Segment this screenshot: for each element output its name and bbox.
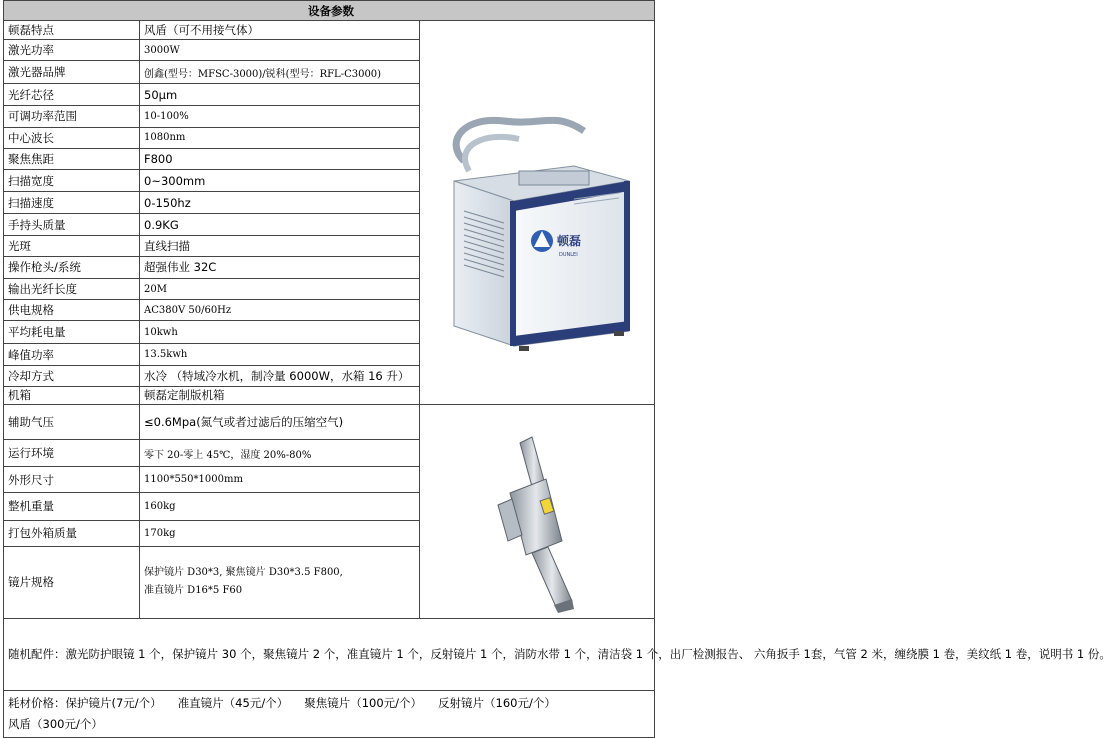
spec-label: 手持头质量 [4, 214, 140, 235]
spec-label: 激光器品牌 [4, 61, 140, 84]
table-row [4, 619, 655, 691]
spec-value [140, 546, 420, 618]
spec-label: 可调功率范围 [4, 105, 140, 127]
laser-machine-image [424, 21, 657, 401]
spec-value: 10kwh [140, 321, 420, 344]
spec-value: F800 [140, 148, 420, 169]
spec-value: 1080nm [140, 127, 420, 148]
spec-label: 整机重量 [4, 493, 140, 520]
spec-label: 冷却方式 [4, 365, 140, 386]
spec-label: 辅助气压 [4, 405, 140, 440]
spec-value: 超强伟业 32C [140, 256, 420, 278]
spec-value: 3000W [140, 40, 420, 61]
spec-label: 平均耗电量 [4, 321, 140, 344]
prices-cell [4, 691, 655, 738]
machine-image-cell [420, 21, 655, 405]
spec-table [3, 0, 1111, 738]
price-item: 风盾（300元/个） [8, 717, 103, 731]
logo-text: 顿磊 [557, 234, 582, 248]
spec-value: 160kg [140, 493, 420, 520]
spec-label: 聚焦焦距 [4, 148, 140, 169]
spec-label: 输出光纤长度 [4, 278, 140, 299]
laser-gun-image [424, 405, 657, 615]
spec-label: 光斑 [4, 235, 140, 256]
spec-label: 供电规格 [4, 300, 140, 321]
spec-value: ≤0.6Mpa(氮气或者过滤后的压缩空气) [140, 405, 420, 440]
price-item: 保护镜片(7元/个） [65, 696, 162, 710]
price-item: 准直镜片（45元/个） [177, 696, 289, 710]
spec-value: 顿磊定制版机箱 [140, 386, 420, 404]
accessories-text: 随机配件：激光防护眼镜 1 个，保护镜片 30 个，聚焦镜片 2 个，准直镜片 1 个，反射镜片 1 个，消防水带 1 个，清洁袋 1 个，出厂检测报告、 六角扳手 1套，气管 2 米，缠绕膜 1 卷，美纹纸 1 卷，说明书 1 份。 [4, 619, 655, 691]
spec-value: 0-150hz [140, 192, 420, 214]
spec-sheet [3, 0, 1111, 731]
spec-value: 水冷 （特域冷水机，制冷量 6000W，水箱 16 升） [140, 365, 420, 386]
spec-value: 10-100% [140, 105, 420, 127]
gun-image-cell [420, 405, 655, 619]
spec-value: 50μm [140, 84, 420, 105]
spec-label: 镜片规格 [4, 546, 140, 618]
spec-label: 打包外箱质量 [4, 520, 140, 546]
spec-value: 0~300mm [140, 170, 420, 192]
spec-label: 激光功率 [4, 40, 140, 61]
spec-value-line: 准直镜片 D16*5 F60 [144, 585, 243, 597]
spec-label: 运行环境 [4, 439, 140, 466]
spec-value: 直线扫描 [140, 235, 420, 256]
spec-label: 峰值功率 [4, 344, 140, 365]
table-row [4, 21, 655, 40]
spec-value: 20M [140, 278, 420, 299]
spec-label: 扫描速度 [4, 192, 140, 214]
table-header: 设备参数 [4, 1, 655, 21]
spec-value: 创鑫(型号：MFSC-3000)/锐科(型号：RFL-C3000) [140, 61, 420, 84]
spec-label: 操作枪头/系统 [4, 256, 140, 278]
table-row [4, 405, 655, 440]
spec-value-line: 保护镜片 D30*3, 聚焦镜片 D30*3.5 F800, [144, 567, 343, 579]
spec-label: 顿磊特点 [4, 21, 140, 40]
spec-value: 170kg [140, 520, 420, 546]
table-row [4, 691, 655, 738]
spec-value: 零下 20-零上 45℃，湿度 20%-80% [140, 439, 420, 466]
spec-label: 机箱 [4, 386, 140, 404]
price-item: 聚焦镜片（100元/个） [304, 696, 423, 710]
price-item: 反射镜片（160元/个） [438, 696, 556, 710]
spec-label: 外形尺寸 [4, 467, 140, 493]
spec-label: 扫描宽度 [4, 170, 140, 192]
spec-label: 光纤芯径 [4, 84, 140, 105]
spec-value: 1100*550*1000mm [140, 467, 420, 493]
logo-sub: DUNLEI [559, 252, 578, 258]
spec-value: 13.5kwh [140, 344, 420, 365]
spec-value: AC380V 50/60Hz [140, 300, 420, 321]
spec-value: 0.9KG [140, 214, 420, 235]
prices-label: 耗材价格： [8, 696, 66, 710]
spec-value: 风盾（可不用接气体） [140, 21, 420, 40]
spec-label: 中心波长 [4, 127, 140, 148]
